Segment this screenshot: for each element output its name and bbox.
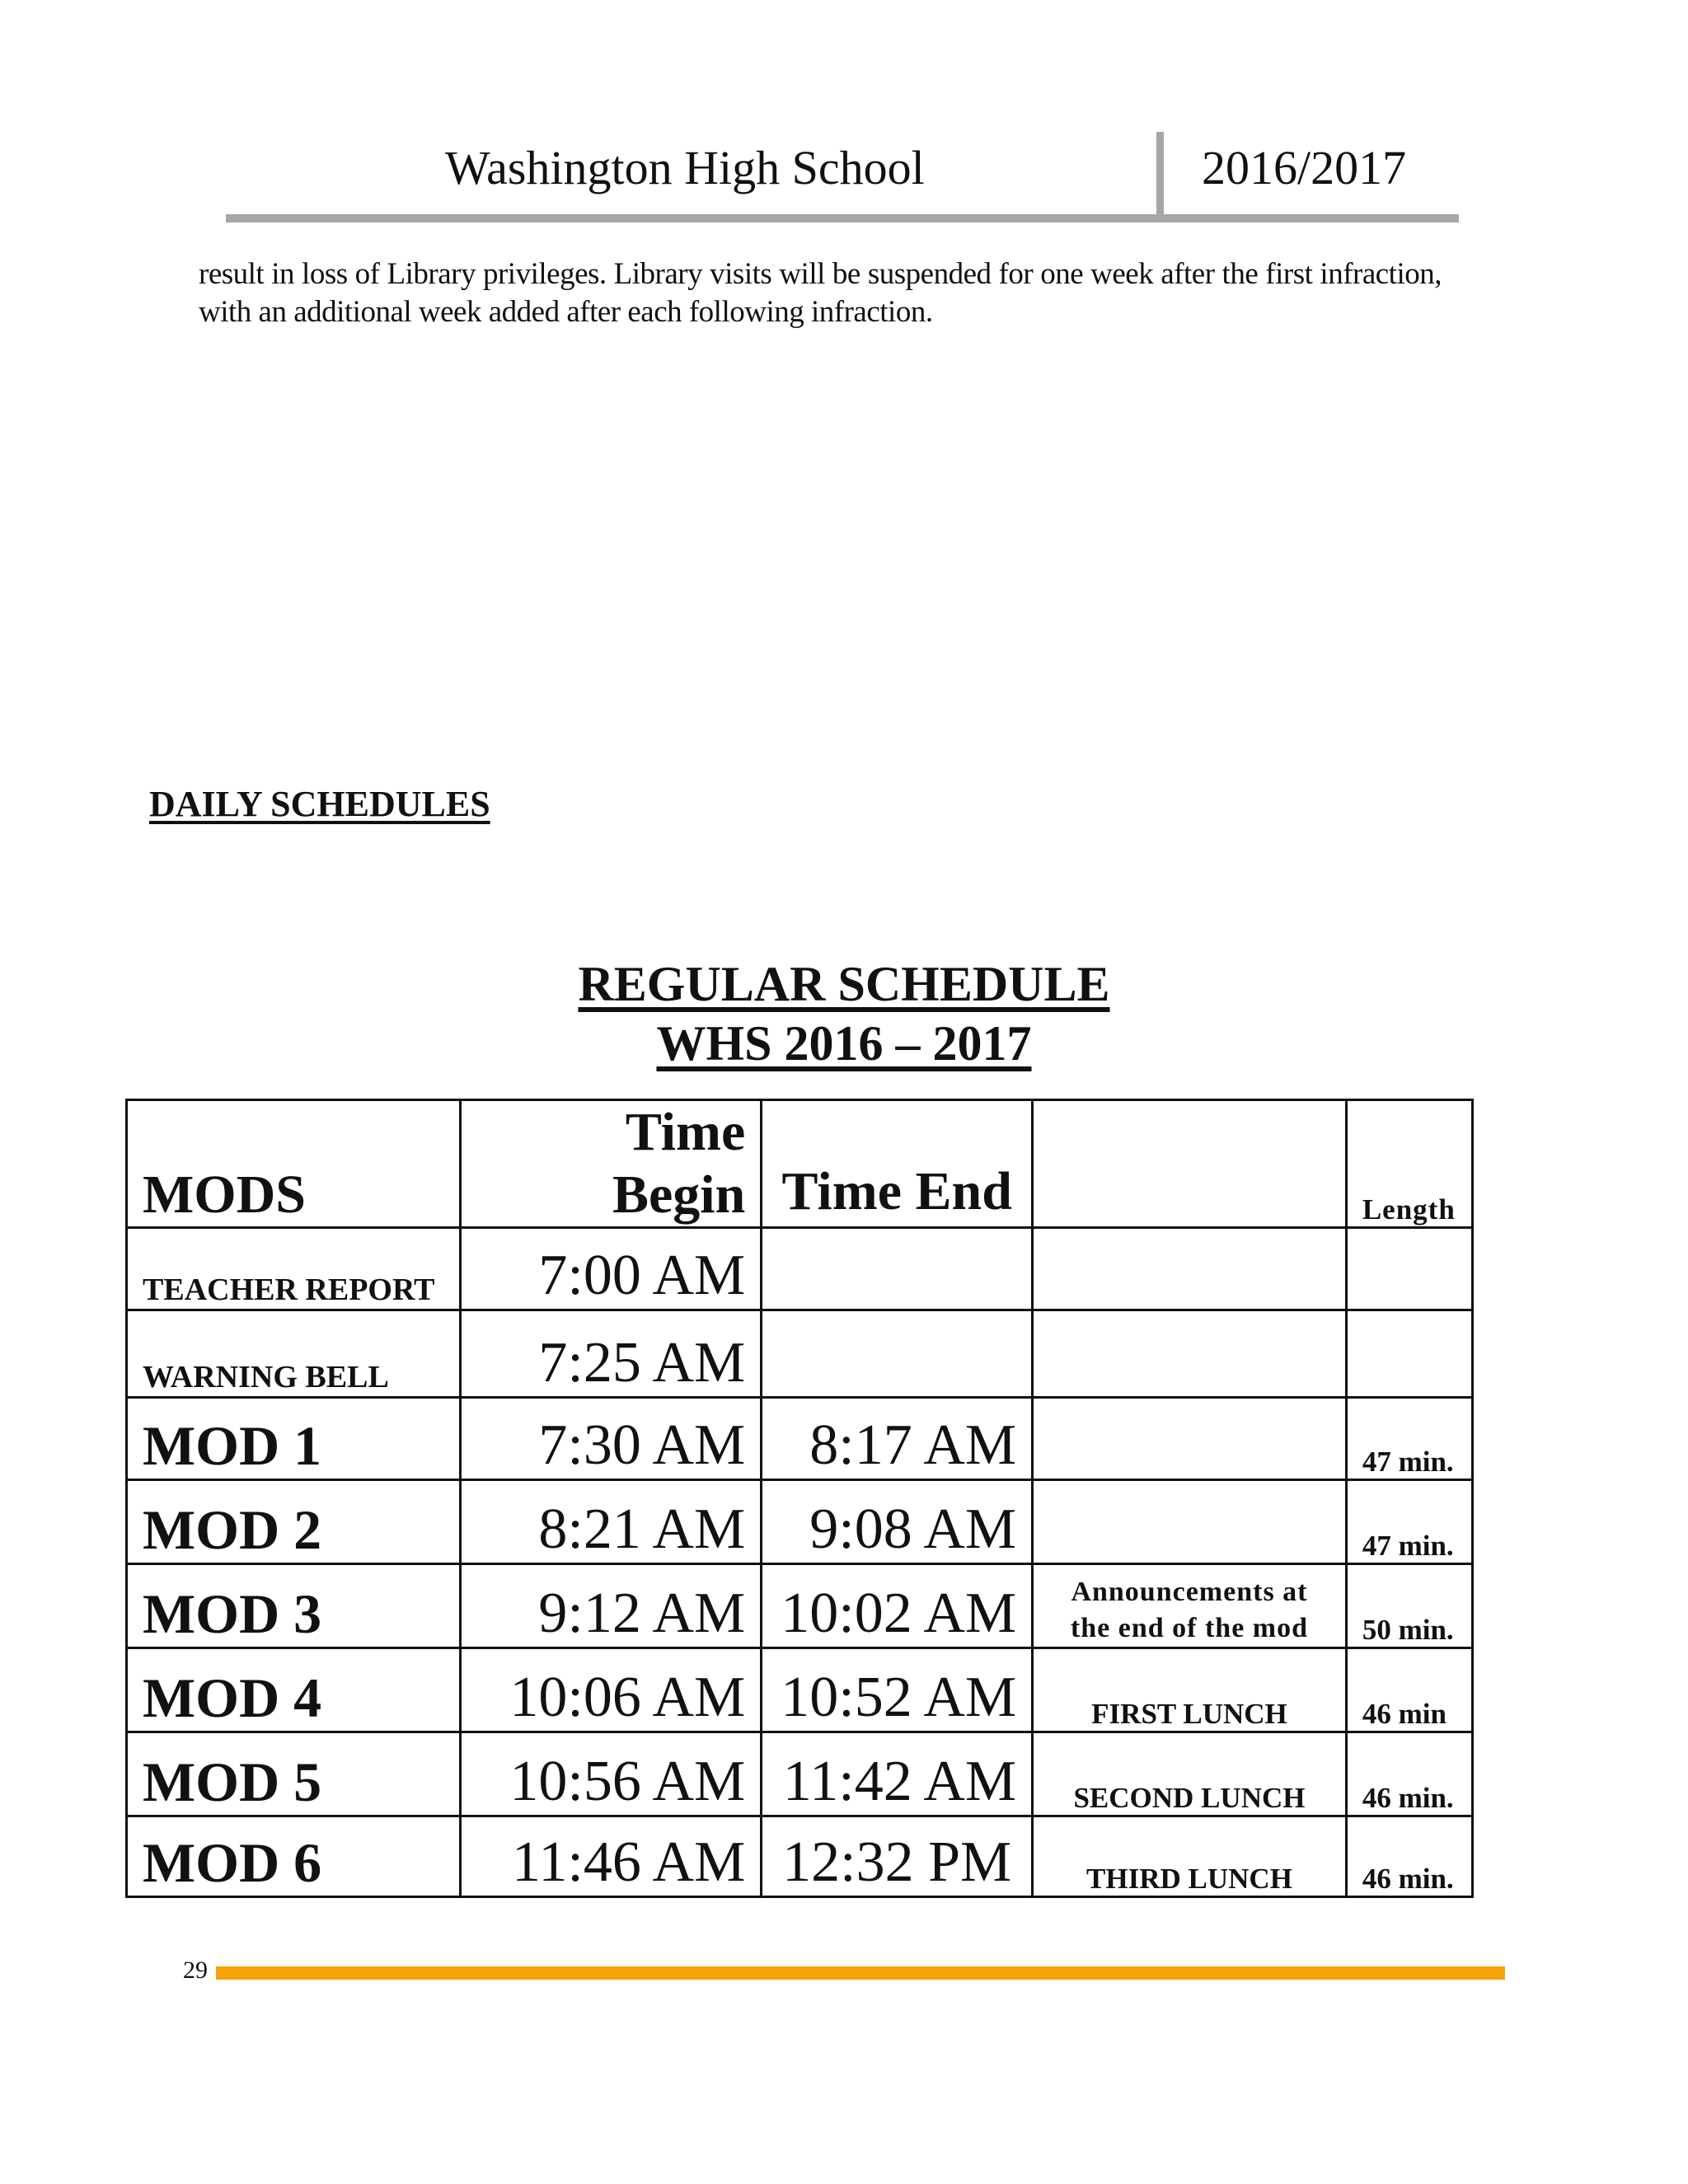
- table-row: [127, 1398, 1473, 1480]
- time-end: 9:08 AM: [762, 1480, 1033, 1564]
- mod-length: 47 min.: [1346, 1480, 1472, 1564]
- time-begin: 7:30 AM: [461, 1398, 762, 1480]
- mod-length: 50 min.: [1346, 1564, 1472, 1648]
- page-number: 29: [183, 1957, 208, 1984]
- mod-note: Announcements at the end of the mod: [1033, 1564, 1347, 1648]
- time-end: 10:52 AM: [762, 1648, 1033, 1732]
- header-divider: [1156, 132, 1164, 218]
- mod-length: 47 min.: [1346, 1398, 1472, 1480]
- footer-bar: [216, 1966, 1505, 1980]
- time-begin: 10:06 AM: [461, 1648, 762, 1732]
- table-row: [127, 1816, 1473, 1897]
- schedule-table: [125, 1099, 1474, 1898]
- time-begin: 11:46 AM: [461, 1816, 762, 1897]
- body-paragraph: result in loss of Library privileges. Library visits will be suspended for one week after the first infraction, with an additional week added after each following infraction.: [199, 257, 1442, 329]
- column-header-time-begin-line2: Begin: [612, 1165, 746, 1225]
- time-begin: 9:12 AM: [461, 1564, 762, 1648]
- column-header-time-begin-line1: Time: [625, 1102, 746, 1162]
- header-rule: [226, 214, 1459, 223]
- mod-note: [1033, 1310, 1347, 1398]
- time-end: [762, 1310, 1033, 1398]
- table-row: [127, 1564, 1473, 1648]
- time-begin: 7:25 AM: [461, 1310, 762, 1398]
- column-header-length: Length: [1346, 1100, 1472, 1228]
- mod-length: 46 min.: [1346, 1816, 1472, 1897]
- mod-note: [1033, 1480, 1347, 1564]
- time-begin: 10:56 AM: [461, 1732, 762, 1816]
- column-header-mods: MODS: [127, 1100, 461, 1228]
- column-header-note: [1033, 1100, 1347, 1228]
- mod-note: FIRST LUNCH: [1033, 1648, 1347, 1732]
- table-header-row: [127, 1100, 1473, 1228]
- time-end: 11:42 AM: [762, 1732, 1033, 1816]
- mod-name: WARNING BELL: [127, 1310, 461, 1398]
- mod-name: MOD 1: [127, 1398, 461, 1480]
- table-row: [127, 1310, 1473, 1398]
- time-end: 8:17 AM: [762, 1398, 1033, 1480]
- time-end: 12:32 PM: [762, 1816, 1033, 1897]
- mod-note: [1033, 1228, 1347, 1310]
- mod-length: 46 min.: [1346, 1732, 1472, 1816]
- mod-length: 46 min: [1346, 1648, 1472, 1732]
- column-header-time-end: Time End: [762, 1100, 1033, 1228]
- schedule-title: REGULAR SCHEDULE: [578, 957, 1110, 1011]
- table-row: [127, 1648, 1473, 1732]
- mod-note: SECOND LUNCH: [1033, 1732, 1347, 1816]
- mod-name: MOD 4: [127, 1648, 461, 1732]
- mod-name: MOD 6: [127, 1816, 461, 1897]
- mod-note: [1033, 1398, 1347, 1480]
- mod-name: MOD 2: [127, 1480, 461, 1564]
- table-row: [127, 1732, 1473, 1816]
- section-heading: DAILY SCHEDULES: [149, 784, 490, 824]
- mod-name: MOD 3: [127, 1564, 461, 1648]
- mod-name: TEACHER REPORT: [127, 1228, 461, 1310]
- header-school-name: Washington High School: [445, 141, 925, 194]
- mod-length: [1346, 1228, 1472, 1310]
- mod-name: MOD 5: [127, 1732, 461, 1816]
- time-begin: 8:21 AM: [461, 1480, 762, 1564]
- schedule-subtitle: WHS 2016 – 2017: [656, 1016, 1032, 1071]
- header-school-year: 2016/2017: [1202, 141, 1407, 194]
- column-header-time-begin: [461, 1100, 762, 1228]
- mod-note: THIRD LUNCH: [1033, 1816, 1347, 1897]
- table-row: [127, 1480, 1473, 1564]
- mod-length: [1346, 1310, 1472, 1398]
- time-end: 10:02 AM: [762, 1564, 1033, 1648]
- table-row: [127, 1228, 1473, 1310]
- time-end: [762, 1228, 1033, 1310]
- time-begin: 7:00 AM: [461, 1228, 762, 1310]
